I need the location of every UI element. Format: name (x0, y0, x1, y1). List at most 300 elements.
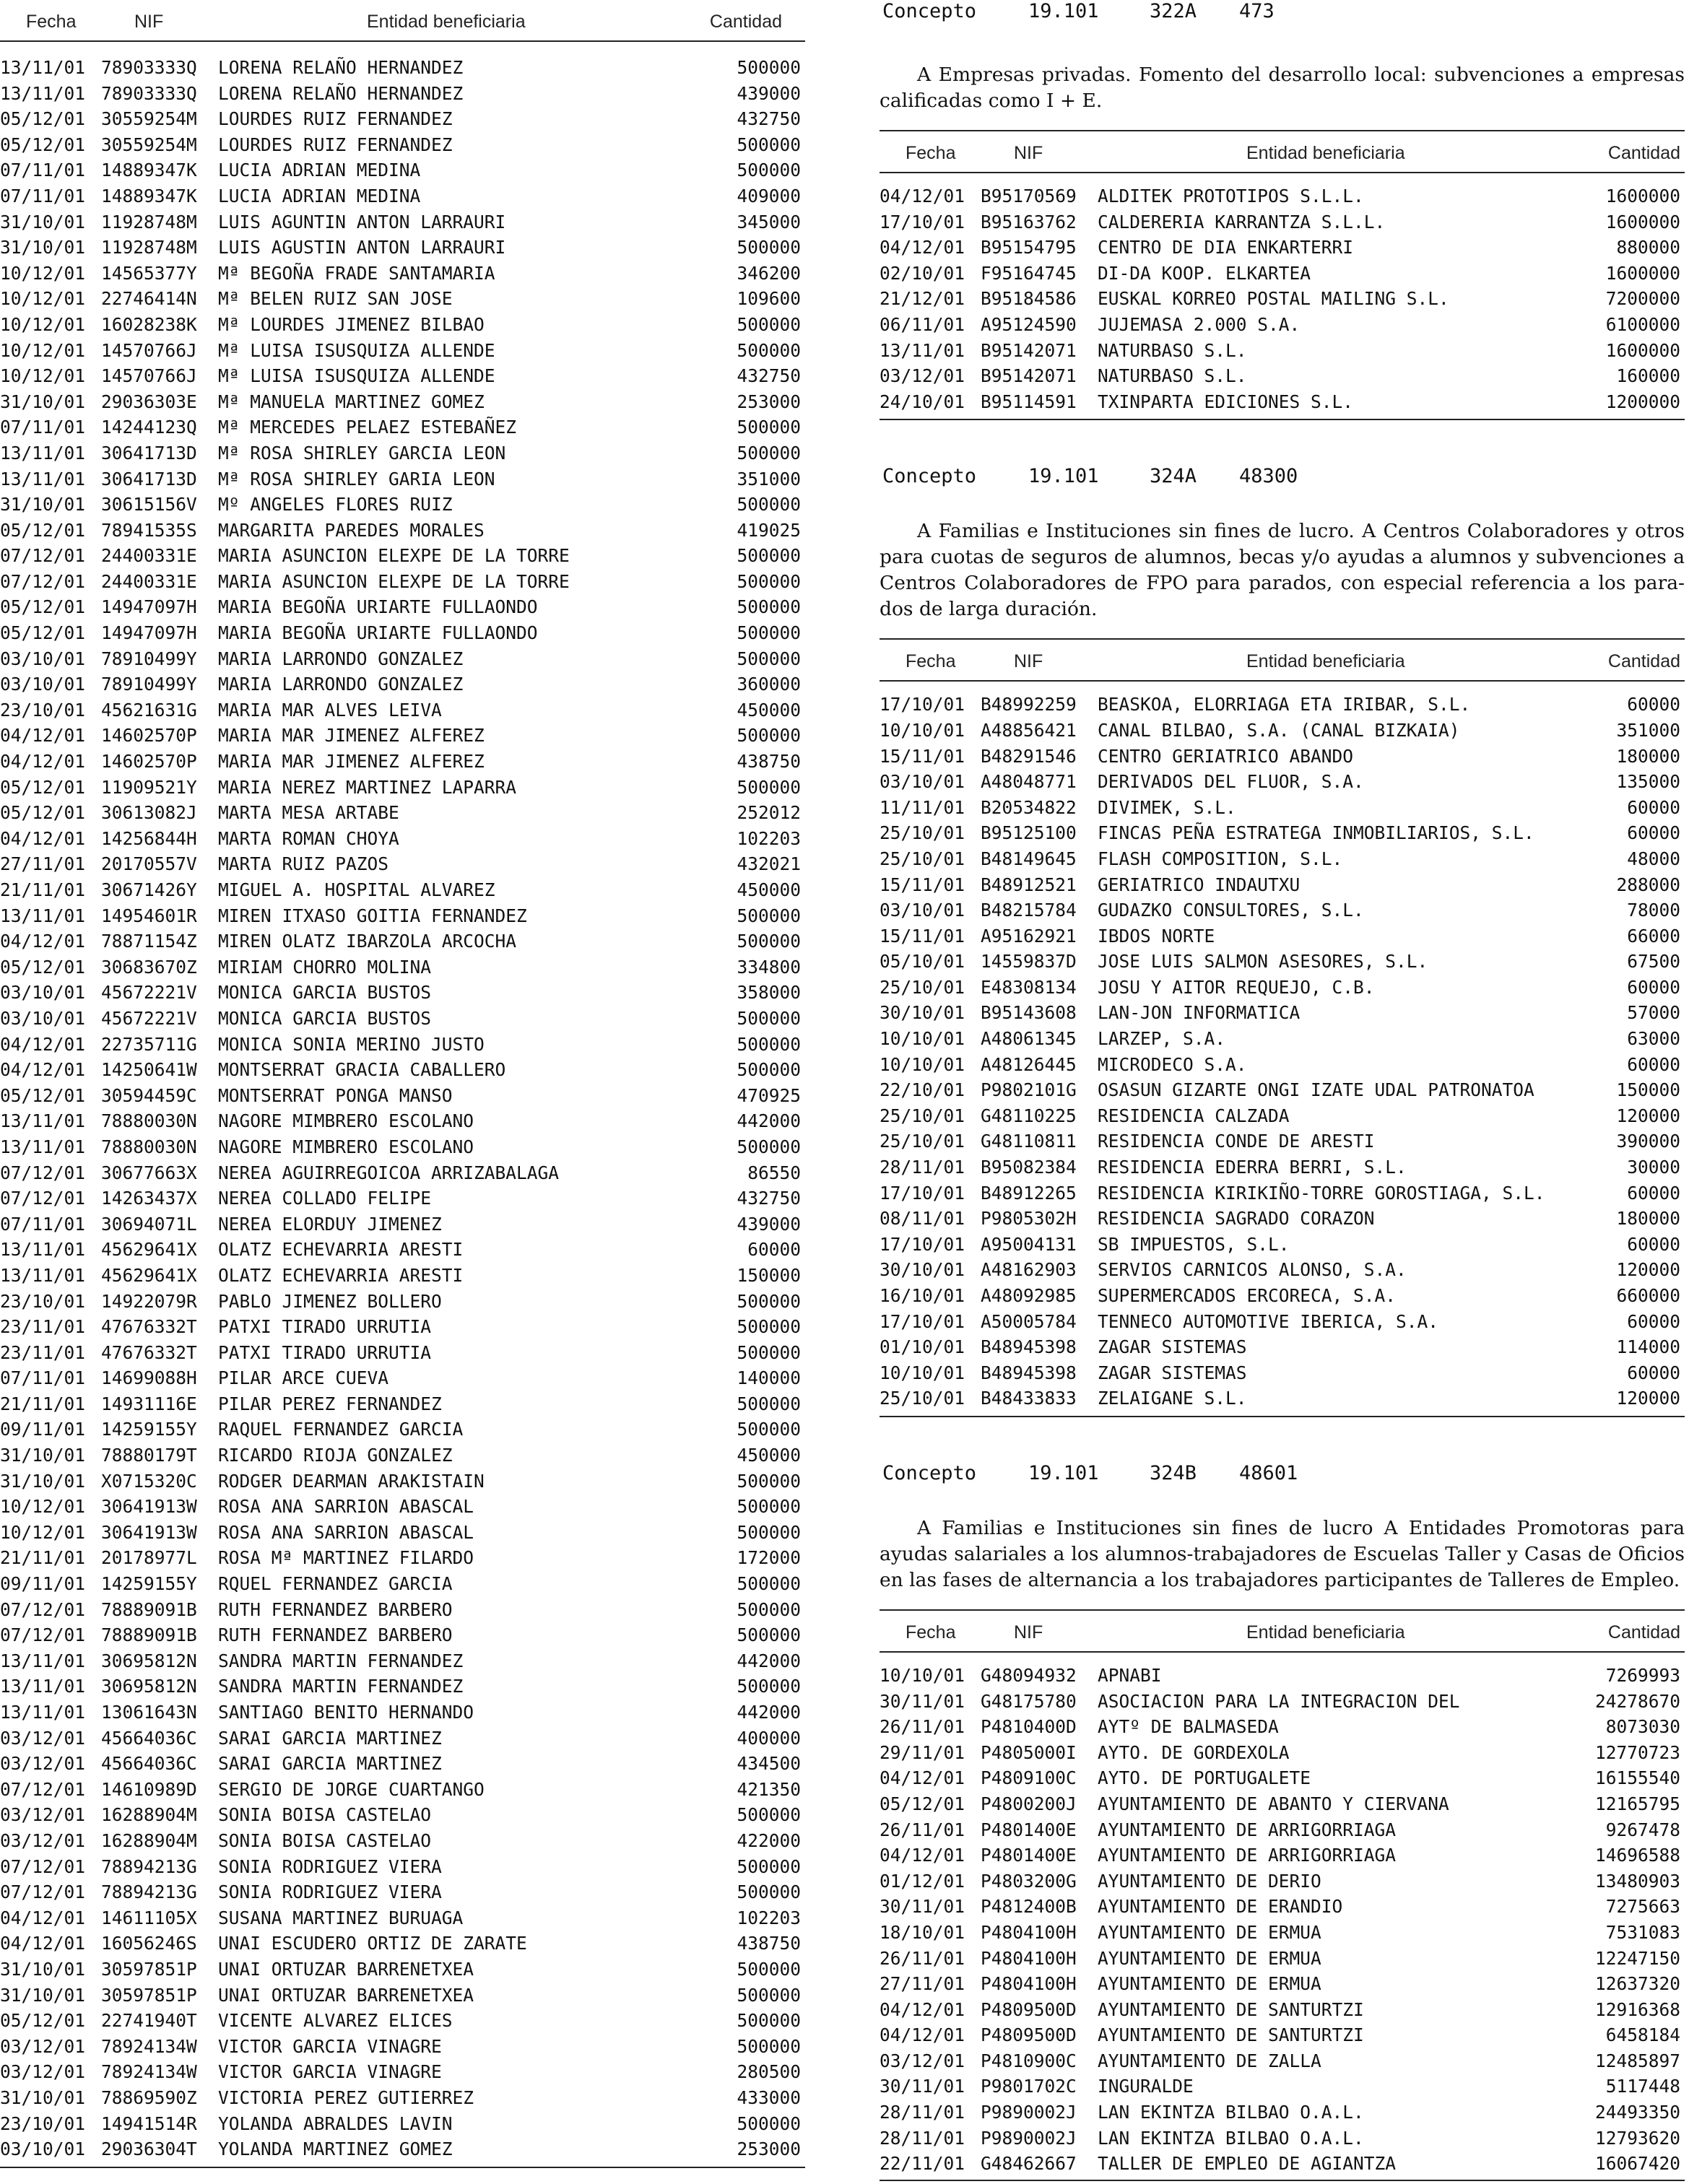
concepto-line (880, 1462, 1685, 1491)
table-row (0, 851, 805, 877)
entidad-cell: GERIATRICO INDAUTXU (1098, 874, 1301, 895)
fecha-cell: 13/11/01 (0, 1136, 86, 1157)
entidad-cell: SARAI GARCIA MARTINEZ (218, 1753, 442, 1775)
nif-cell: 30641713D (101, 468, 197, 490)
nif-cell: 22746414N (101, 288, 197, 310)
fecha-cell: 05/12/01 (880, 1793, 965, 1814)
fecha-cell: 03/10/01 (0, 1007, 86, 1029)
nif-cell: 78880030N (101, 1110, 197, 1132)
entidad-cell: NEREA ELORDUY JIMENEZ (218, 1213, 442, 1235)
table-row (0, 1520, 805, 1546)
nif-cell: P4803200G (981, 1870, 1077, 1892)
entidad-cell: RESIDENCIA CALZADA (1098, 1105, 1290, 1126)
cantidad-cell: 150000 (1616, 1079, 1680, 1101)
nif-cell: 14602570P (101, 751, 197, 773)
fecha-cell: 07/12/01 (0, 1598, 86, 1620)
entidad-cell: MIREN ITXASO GOITIA FERNANDEZ (218, 905, 527, 926)
table-row (0, 1469, 805, 1495)
nif-cell: 13061643N (101, 1702, 197, 1723)
table-row (880, 872, 1685, 898)
entidad-cell: IBDOS NORTE (1098, 925, 1215, 947)
fecha-cell: 15/11/01 (880, 925, 965, 947)
cantidad-cell: 500000 (737, 1521, 801, 1543)
fecha-cell: 25/10/01 (880, 1105, 965, 1126)
cantidad-cell: 500000 (737, 237, 801, 258)
cantidad-cell: 432750 (737, 1188, 801, 1209)
cantidad-cell: 16155540 (1594, 1767, 1680, 1789)
table-row (880, 1714, 1685, 1740)
table-row (0, 954, 805, 980)
cantidad-cell: 500000 (737, 1419, 801, 1440)
table-row (880, 2074, 1685, 2100)
cantidad-cell: 500000 (737, 160, 801, 181)
entidad-cell: Mª LOURDES JIMENEZ BILBAO (218, 313, 485, 335)
table-row (880, 183, 1685, 209)
table-row (0, 2136, 805, 2162)
nif-cell: 78924134W (101, 2035, 197, 2057)
table-row (0, 1057, 805, 1083)
table-row (880, 692, 1685, 718)
cantidad-cell: 12165795 (1594, 1793, 1680, 1814)
table-row (0, 646, 805, 672)
nif-cell: B95170569 (981, 186, 1077, 206)
entidad-cell: TENNECO AUTOMOTIVE IBERICA, S.A. (1098, 1310, 1439, 1332)
entidad-cell: SUPERMERCADOS ERCORECA, S.A. (1098, 1285, 1397, 1306)
nif-cell: 30695812N (101, 1676, 197, 1697)
entidad-cell: ZELAIGANE S.L. (1098, 1388, 1247, 1409)
table-row (0, 1237, 805, 1263)
fecha-cell: 04/12/01 (880, 1767, 965, 1789)
entidad-cell: APNABI (1098, 1664, 1162, 1686)
table-row (0, 980, 805, 1006)
entidad-cell: SONIA BOISA CASTELAO (218, 1830, 432, 1851)
table-row (880, 1946, 1685, 1972)
cantidad-cell: 500000 (737, 339, 801, 361)
table-row (880, 1689, 1685, 1715)
fecha-cell: 02/10/01 (880, 262, 965, 284)
fecha-cell: 03/10/01 (880, 771, 965, 793)
fecha-cell: 09/11/01 (0, 1573, 86, 1595)
cantidad-cell: 24278670 (1594, 1690, 1680, 1712)
nif-cell: B95184586 (981, 288, 1077, 310)
table-row (0, 928, 805, 954)
nif-cell: P4804100H (981, 1947, 1077, 1969)
cantidad-cell: 500000 (737, 622, 801, 644)
nif-cell: 30683670Z (101, 956, 197, 978)
table-row (880, 2022, 1685, 2048)
table-row (880, 769, 1685, 795)
table-row (880, 2151, 1685, 2177)
cantidad-cell: 438750 (737, 751, 801, 773)
header-nif: NIF (1014, 651, 1043, 672)
cantidad-cell: 334800 (737, 956, 801, 978)
cantidad-cell: 500000 (737, 2035, 801, 2057)
table-row (880, 1868, 1685, 1894)
table-row (0, 492, 805, 518)
cantidad-cell: 500000 (737, 1881, 801, 1903)
nif-cell: A48048771 (981, 771, 1077, 793)
cantidad-cell: 500000 (737, 570, 801, 592)
header-cantidad: Cantidad (709, 12, 782, 32)
entidad-cell: AYUNTAMIENTO DE ERANDIO (1098, 1896, 1343, 1918)
nif-cell: 45664036C (101, 1753, 197, 1775)
nif-cell: 45621631G (101, 699, 197, 721)
entidad-cell: EUSKAL KORREO POSTAL MAILING S.L. (1098, 288, 1449, 310)
fecha-cell: 09/11/01 (0, 1419, 86, 1440)
entidad-cell: NEREA AGUIRREGOICOA ARRIZABALAGA (218, 1162, 560, 1183)
fecha-cell: 05/12/01 (0, 956, 86, 978)
fecha-cell: 03/12/01 (880, 365, 965, 387)
fecha-cell: 31/10/01 (0, 211, 86, 232)
table-row (0, 2111, 805, 2137)
cantidad-cell: 500000 (737, 442, 801, 464)
entidad-cell: RQUEL FERNANDEZ GARCIA (218, 1573, 453, 1595)
entidad-cell: PILAR ARCE CUEVA (218, 1367, 389, 1389)
table-row (0, 697, 805, 723)
nif-cell: 78903333Q (101, 82, 197, 104)
nif-cell: 29036304T (101, 2139, 197, 2160)
cantidad-cell: 135000 (1616, 771, 1680, 793)
cantidad-cell: 360000 (737, 674, 801, 695)
table-row (0, 1417, 805, 1443)
table-row (880, 261, 1685, 287)
fecha-cell: 30/10/01 (880, 1002, 965, 1024)
entidad-cell: JOSE LUIS SALMON ASESORES, S.L. (1098, 951, 1428, 973)
fecha-cell: 13/11/01 (0, 442, 86, 464)
entidad-cell: LAN EKINTZA BILBAO O.A.L. (1098, 2127, 1364, 2149)
entidad-cell: MARIA ASUNCION ELEXPE DE LA TORRE (218, 570, 570, 592)
cantidad-cell: 1600000 (1605, 262, 1680, 284)
fecha-cell: 13/11/01 (0, 1676, 86, 1697)
fecha-cell: 10/12/01 (0, 1521, 86, 1543)
entidad-cell: OLATZ ECHEVARRIA ARESTI (218, 1264, 464, 1286)
entidad-cell: DIVIMEK, S.L. (1098, 796, 1236, 818)
table-row (880, 235, 1685, 261)
entidad-cell: VICENTE ALVAREZ ELICES (218, 2010, 453, 2032)
table-row (880, 1334, 1685, 1360)
nif-cell: B20534822 (981, 796, 1077, 818)
cantidad-cell: 500000 (737, 1573, 801, 1595)
fecha-cell: 31/10/01 (0, 494, 86, 515)
table-row (0, 1726, 805, 1752)
table-row (880, 820, 1685, 846)
cantidad-cell: 500000 (737, 1804, 801, 1826)
cantidad-cell: 180000 (1616, 1208, 1680, 1230)
table-row (0, 1802, 805, 1828)
nif-cell: B95142071 (981, 365, 1077, 387)
entidad-cell: RODGER DEARMAN ARAKISTAIN (218, 1470, 485, 1492)
nif-cell: B48291546 (981, 745, 1077, 767)
table-row (880, 1360, 1685, 1386)
entidad-cell: AYTº DE BALMASEDA (1098, 1716, 1279, 1738)
nif-cell: G48110811 (981, 1131, 1077, 1152)
cantidad-cell: 500000 (737, 1136, 801, 1157)
cantidad-cell: 66000 (1627, 925, 1680, 947)
cantidad-cell: 14696588 (1594, 1845, 1680, 1866)
nif-cell: 14947097H (101, 622, 197, 644)
table-row (0, 543, 805, 569)
cantidad-cell: 660000 (1616, 1285, 1680, 1306)
cantidad-cell: 500000 (737, 1059, 801, 1081)
cantidad-cell: 60000 (1627, 1362, 1680, 1383)
cantidad-cell: 421350 (737, 1778, 801, 1800)
cantidad-cell: 432021 (737, 853, 801, 875)
table-row (880, 1385, 1685, 1411)
cantidad-cell: 253000 (737, 391, 801, 412)
table-bottom-rule (880, 2180, 1685, 2181)
fecha-cell: 31/10/01 (0, 1445, 86, 1466)
entidad-cell: Mª MERCEDES PELAEZ ESTEBAÑEZ (218, 417, 517, 438)
entidad-cell: MONICA GARCIA BUSTOS (218, 1007, 432, 1029)
table-row (0, 1571, 805, 1597)
entidad-cell: LORENA RELAÑO HERNANDEZ (218, 82, 464, 104)
nif-cell: P4800200J (981, 1793, 1077, 1814)
cantidad-cell: 12247150 (1594, 1947, 1680, 1969)
table-row (0, 1160, 805, 1186)
table-bottom-rule (0, 2167, 805, 2168)
nif-cell: 30641913W (101, 1521, 197, 1543)
entidad-cell: MIREN OLATZ IBARZOLA ARCOCHA (218, 931, 517, 952)
header-nif: NIF (1014, 1622, 1043, 1643)
nif-cell: 14954601R (101, 905, 197, 926)
fecha-cell: 03/10/01 (0, 982, 86, 1004)
table-row (0, 1828, 805, 1854)
table-row (0, 877, 805, 903)
fecha-cell: 31/10/01 (0, 1984, 86, 2006)
table-row (0, 1879, 805, 1905)
fecha-cell: 05/12/01 (0, 519, 86, 541)
cantidad-cell: 288000 (1616, 874, 1680, 895)
table-row (0, 2059, 805, 2085)
entidad-cell: ASOCIACION PARA LA INTEGRACION DEL (1098, 1690, 1460, 1712)
cantidad-cell: 60000 (1627, 796, 1680, 818)
nif-cell: 24400331E (101, 545, 197, 567)
fecha-cell: 04/12/01 (0, 751, 86, 773)
cantidad-cell: 500000 (737, 1341, 801, 1363)
table-row (0, 286, 805, 312)
entidad-cell: ROSA Mª MARTINEZ FILARDO (218, 1547, 474, 1569)
nif-cell: 30615156V (101, 494, 197, 515)
nif-cell: B95154795 (981, 237, 1077, 258)
table-row (0, 1674, 805, 1700)
cantidad-cell: 442000 (737, 1110, 801, 1132)
entidad-cell: RESIDENCIA SAGRADO CORAZON (1098, 1208, 1375, 1230)
fecha-cell: 23/10/01 (0, 699, 86, 721)
nif-cell: 78889091B (101, 1624, 197, 1646)
cantidad-cell: 500000 (737, 1290, 801, 1312)
cantidad-cell: 60000 (1627, 976, 1680, 998)
concepto-label: Concepto (882, 0, 977, 22)
table-row (880, 2126, 1685, 2152)
cantidad-cell: 150000 (737, 1264, 801, 1286)
cantidad-cell: 7531083 (1605, 1921, 1680, 1943)
fecha-cell: 04/12/01 (0, 725, 86, 747)
nif-cell: 14263437X (101, 1188, 197, 1209)
header-cantidad: Cantidad (1607, 651, 1680, 672)
concepto-program: 322A (1150, 0, 1197, 22)
table-row (880, 1920, 1685, 1946)
entidad-cell: SONIA RODRIGUEZ VIERA (218, 1881, 442, 1903)
nif-cell: 20178977L (101, 1547, 197, 1569)
fecha-cell: 04/12/01 (880, 186, 965, 206)
fecha-cell: 03/12/01 (0, 2061, 86, 2083)
concepto-label: Concepto (882, 1461, 977, 1484)
cantidad-cell: 422000 (737, 1830, 801, 1851)
fecha-cell: 07/12/01 (0, 545, 86, 567)
table-row (880, 1740, 1685, 1766)
fecha-cell: 03/10/01 (880, 900, 965, 921)
cantidad-cell: 63000 (1627, 1028, 1680, 1050)
nif-cell: 16288904M (101, 1830, 197, 1851)
table-row (880, 286, 1685, 312)
cantidad-cell: 500000 (737, 1033, 801, 1055)
cantidad-cell: 500000 (737, 596, 801, 618)
cantidad-cell: 12793620 (1594, 2127, 1680, 2149)
entidad-cell: PATXI TIRADO URRUTIA (218, 1341, 432, 1363)
fecha-cell: 04/12/01 (880, 1845, 965, 1866)
nif-cell: A50005784 (981, 1310, 1077, 1332)
table-row (0, 1494, 805, 1520)
cantidad-cell: 13480903 (1594, 1870, 1680, 1892)
fecha-cell: 05/12/01 (0, 134, 86, 155)
nif-cell: 14931116E (101, 1393, 197, 1414)
table-row (0, 1289, 805, 1315)
fecha-cell: 13/11/01 (0, 905, 86, 926)
table-row (0, 1700, 805, 1726)
table-row (880, 1997, 1685, 2023)
fecha-cell: 03/12/01 (0, 1753, 86, 1775)
table-row (0, 312, 805, 338)
entidad-cell: VICTOR GARCIA VINAGRE (218, 2061, 442, 2083)
entidad-cell: MONTSERRAT GRACIA CABALLERO (218, 1059, 506, 1081)
cantidad-cell: 180000 (1616, 745, 1680, 767)
table-row (0, 569, 805, 595)
table-row (0, 209, 805, 235)
table-row (0, 363, 805, 389)
entidad-cell: AYUNTAMIENTO DE ERMUA (1098, 1921, 1321, 1943)
nif-cell: G48175780 (981, 1690, 1077, 1712)
fecha-cell: 07/12/01 (0, 570, 86, 592)
fecha-cell: 05/12/01 (0, 2010, 86, 2032)
nif-cell: 30594459C (101, 1084, 197, 1106)
entidad-cell: SB IMPUESTOS, S.L. (1098, 1233, 1290, 1255)
cantidad-cell: 5117448 (1605, 2076, 1680, 2097)
fecha-cell: 31/10/01 (0, 1958, 86, 1980)
cantidad-cell: 9267478 (1605, 1819, 1680, 1840)
fecha-cell: 10/10/01 (880, 719, 965, 741)
cantidad-cell: 500000 (737, 725, 801, 747)
fecha-cell: 04/12/01 (880, 237, 965, 258)
nif-cell: B95142071 (981, 339, 1077, 361)
nif-cell: B95125100 (981, 822, 1077, 844)
concepto-subconcept: 48300 (1239, 465, 1298, 488)
cantidad-cell: 500000 (737, 648, 801, 669)
nif-cell: B48215784 (981, 900, 1077, 921)
cantidad-cell: 160000 (1616, 365, 1680, 387)
cantidad-cell: 1600000 (1605, 211, 1680, 232)
fecha-cell: 31/10/01 (0, 391, 86, 412)
fecha-cell: 23/11/01 (0, 1341, 86, 1363)
fecha-cell: 15/11/01 (880, 874, 965, 895)
fecha-cell: 25/10/01 (880, 848, 965, 869)
entidad-cell: AYUNTAMIENTO DE DERIO (1098, 1870, 1321, 1892)
nif-cell: 45629641X (101, 1264, 197, 1286)
fecha-cell: 21/12/01 (880, 288, 965, 310)
cantidad-cell: 7275663 (1605, 1896, 1680, 1918)
entidad-cell: RESIDENCIA CONDE DE ARESTI (1098, 1131, 1375, 1152)
entidad-cell: LUCIA ADRIAN MEDINA (218, 185, 421, 206)
cantidad-cell: 500000 (737, 1624, 801, 1646)
concepto-program: 324B (1150, 1461, 1197, 1484)
fecha-cell: 10/10/01 (880, 1664, 965, 1686)
entidad-cell: ROSA ANA SARRION ABASCAL (218, 1521, 474, 1543)
nif-cell: 11928748M (101, 211, 197, 232)
entidad-cell: LUCIA ADRIAN MEDINA (218, 160, 421, 181)
fecha-cell: 17/10/01 (880, 1310, 965, 1332)
nif-cell: B48912521 (981, 874, 1077, 895)
nif-cell: 14610989D (101, 1778, 197, 1800)
fecha-cell: 23/10/01 (0, 2113, 86, 2134)
fecha-cell: 05/12/01 (0, 108, 86, 130)
entidad-cell: AYUNTAMIENTO DE ARRIGORRIAGA (1098, 1845, 1397, 1866)
fecha-cell: 30/10/01 (880, 1259, 965, 1281)
nif-cell: 78869590Z (101, 2087, 197, 2108)
entidad-cell: AYUNTAMIENTO DE ARRIGORRIAGA (1098, 1819, 1397, 1840)
fecha-cell: 13/11/01 (0, 57, 86, 78)
fecha-cell: 13/11/01 (880, 339, 965, 361)
table-row (880, 1180, 1685, 1206)
nif-cell: 30694071L (101, 1213, 197, 1235)
table-row (880, 1077, 1685, 1103)
fecha-cell: 17/10/01 (880, 694, 965, 715)
nif-cell: 22735711G (101, 1033, 197, 1055)
fecha-cell: 10/10/01 (880, 1362, 965, 1383)
nif-cell: 45629641X (101, 1239, 197, 1261)
cantidad-cell: 500000 (737, 2113, 801, 2134)
table-row (880, 1817, 1685, 1843)
fecha-cell: 31/10/01 (0, 1470, 86, 1492)
cantidad-cell: 400000 (737, 1727, 801, 1749)
cantidad-cell: 442000 (737, 1702, 801, 1723)
nif-cell: 14889347K (101, 160, 197, 181)
left-column (0, 0, 805, 2168)
fecha-cell: 07/12/01 (0, 1162, 86, 1183)
table-row (0, 2085, 805, 2111)
nif-cell: 14889347K (101, 185, 197, 206)
entidad-cell: SERGIO DE JORGE CUARTANGO (218, 1778, 485, 1800)
fecha-cell: 03/12/01 (0, 2035, 86, 2057)
table-row (0, 157, 805, 183)
fecha-cell: 25/10/01 (880, 1388, 965, 1409)
cantidad-cell: 500000 (737, 494, 801, 515)
nif-cell: 16288904M (101, 1804, 197, 1826)
cantidad-cell: 438750 (737, 1933, 801, 1954)
nif-cell: P9805302H (981, 1208, 1077, 1230)
entidad-cell: SANTIAGO BENITO HERNANDO (218, 1702, 474, 1723)
table-row (880, 1128, 1685, 1154)
table-row (0, 594, 805, 620)
table-row (0, 1931, 805, 1957)
cantidad-cell: 109600 (737, 288, 801, 310)
fecha-cell: 05/12/01 (0, 802, 86, 824)
cantidad-cell: 280500 (737, 2061, 801, 2083)
fecha-cell: 07/11/01 (0, 417, 86, 438)
nif-cell: 78941535S (101, 519, 197, 541)
entidad-cell: SERVIOS CARNICOS ALONSO, S.A. (1098, 1259, 1407, 1281)
fecha-cell: 07/12/01 (0, 1624, 86, 1646)
cantidad-cell: 500000 (737, 1316, 801, 1338)
cantidad-cell: 439000 (737, 1213, 801, 1235)
